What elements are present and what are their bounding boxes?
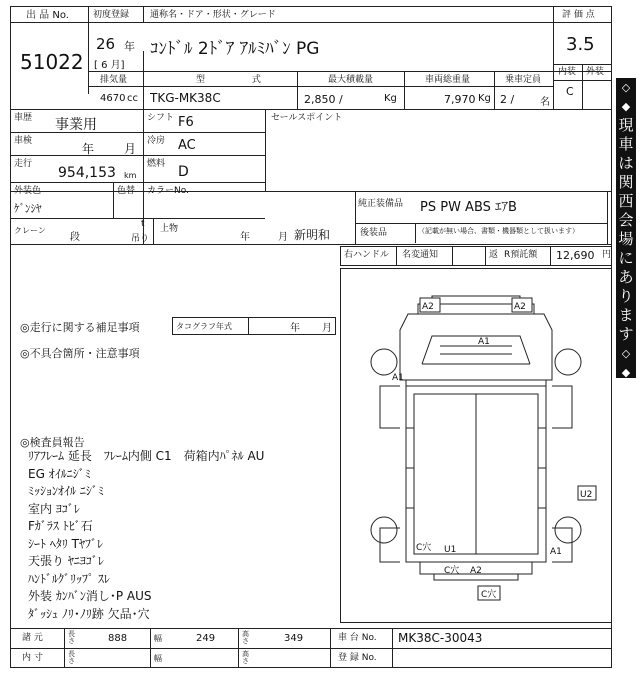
notice-char: ◆ xyxy=(621,366,631,379)
interior-height-label: 高さ xyxy=(242,650,249,665)
notice-char: あ xyxy=(618,268,634,286)
tacho-year: 年 xyxy=(290,323,300,334)
notice-char: 会 xyxy=(618,211,634,229)
height-label: 高さ xyxy=(242,630,249,645)
divider xyxy=(10,191,612,192)
divider xyxy=(415,223,416,243)
location-notice xyxy=(616,78,636,378)
crane-label: クレーン xyxy=(14,226,46,235)
divider xyxy=(404,71,405,109)
inspector-line: ﾊﾝﾄﾞﾙｸﾞﾘｯﾌﾟ ｽﾚ xyxy=(28,571,110,586)
lot-number-label: 出 品 No. xyxy=(26,10,69,21)
width-value: 249 xyxy=(196,633,216,644)
return-label: 返 xyxy=(489,250,499,260)
body-maker: 新明和 xyxy=(294,228,331,242)
inspection-month-unit: 月 xyxy=(124,142,137,156)
inspector-line: Fｶﾞﾗｽ ﾄﾋﾞ石 xyxy=(28,519,93,533)
name-grade-label: 通称名・ドア・形状・グレード xyxy=(150,10,276,20)
rhd-label: 右ハンドル xyxy=(344,250,390,260)
remain-value: 12,690 xyxy=(556,249,595,262)
crane-stage: 段 xyxy=(70,232,80,243)
gross-weight: 7,970 xyxy=(444,93,476,106)
divider xyxy=(10,182,265,183)
color-code-label: カラーNo. xyxy=(147,186,189,196)
diagram-mark: U2 xyxy=(580,490,593,500)
model-name: ｺﾝﾄﾞﾙ 2ﾄﾞｱ ｱﾙﾐﾊﾞﾝ PG xyxy=(150,39,320,59)
truck-diagram xyxy=(340,268,612,623)
divider xyxy=(64,628,65,668)
score-value: 3.5 xyxy=(566,34,595,55)
registration-month: [ 6 月] xyxy=(94,60,125,71)
diagram-mark: A2 xyxy=(470,566,482,576)
interior-dims-label: 内 寸 xyxy=(22,653,43,663)
shift-label: シフト xyxy=(147,113,175,123)
divider xyxy=(10,155,265,156)
divider xyxy=(265,109,266,191)
divider xyxy=(550,246,551,266)
length-label: 長さ xyxy=(68,630,75,645)
tacho-label: タコグラフ年式 xyxy=(176,322,232,331)
diagram-mark: A2 xyxy=(514,302,526,312)
fuel-value: D xyxy=(178,164,189,180)
sales-point-label: セールスポイント xyxy=(271,113,343,123)
name-change-label: 名変通知 xyxy=(402,250,439,260)
cooler-value: AC xyxy=(178,138,196,153)
diagram-mark: A1 xyxy=(478,337,490,347)
history-value: 事業用 xyxy=(55,117,97,133)
diagram-mark: C穴 xyxy=(444,566,460,576)
notice-char: 場 xyxy=(618,230,634,248)
divider xyxy=(10,132,265,133)
exterior-grade-label: 外装 xyxy=(586,67,605,77)
length-value: 888 xyxy=(108,633,128,644)
divider xyxy=(607,191,608,244)
diagram-mark: A1 xyxy=(392,373,404,383)
gross-weight-label: 車両総重量 xyxy=(425,75,471,85)
notice-char: に xyxy=(618,249,634,267)
capacity-label: 乗車定員 xyxy=(505,75,542,85)
body-year: 年 xyxy=(240,232,250,243)
dims-label: 諸 元 xyxy=(22,633,43,643)
notice-char: 西 xyxy=(618,192,634,210)
lot-number: 51022 xyxy=(20,50,84,74)
divider xyxy=(150,628,151,668)
cooler-label: 冷房 xyxy=(147,136,166,146)
inspector-line: ﾀﾞｯｼｭ ﾉﾘ･ﾉﾘ跡 欠品･穴 xyxy=(28,606,150,621)
chassis-value: MK38C-30043 xyxy=(398,631,483,645)
capacity-unit: 名 xyxy=(540,97,550,108)
notice-char: 車 xyxy=(618,135,634,153)
inspection-year-unit: 年 xyxy=(82,142,95,156)
divider xyxy=(355,223,607,224)
remain-unit: 円 xyxy=(602,250,612,260)
divider xyxy=(153,218,154,244)
inspector-line: ﾐｯｼｮﾝｵｲﾙ ﾆｼﾞﾐ xyxy=(28,484,104,498)
interior-grade: C xyxy=(566,85,574,98)
chassis-label: 車 台 No. xyxy=(338,633,377,643)
divider xyxy=(330,628,331,668)
tacho-month: 月 xyxy=(322,323,332,334)
inspection-label: 車検 xyxy=(14,136,33,146)
defects-label: ◎不具合箇所・注意事項 xyxy=(20,347,140,360)
divider xyxy=(485,246,486,266)
equipment-value: PS PW ABS ｴｱB xyxy=(420,200,517,215)
model-code-label: 型 式 xyxy=(196,75,283,85)
interior-width-label: 幅 xyxy=(154,654,162,663)
divider xyxy=(582,64,583,109)
body-month: 月 xyxy=(278,232,288,243)
color-change-label: 色替 xyxy=(117,186,136,196)
gross-weight-unit: Kg xyxy=(478,93,491,104)
divider xyxy=(143,51,144,71)
remain-label: R預託額 xyxy=(504,250,538,260)
first-registration-label: 初度登録 xyxy=(93,10,130,20)
divider xyxy=(10,109,612,110)
notice-char: 現 xyxy=(618,116,634,134)
diagram-mark: A2 xyxy=(422,302,434,312)
inspector-line: 室内 ﾖｺﾞﾚ xyxy=(28,501,80,516)
mileage-label: 走行 xyxy=(14,159,33,169)
notice-char: は xyxy=(618,154,634,172)
inspector-line: ｼｰﾄ ﾍﾀﾘ Tﾔﾌﾞﾚ xyxy=(28,536,103,551)
divider xyxy=(392,628,393,668)
divider xyxy=(88,6,89,94)
max-load-label: 最大積載量 xyxy=(328,75,374,85)
equipment-label: 純正装備品 xyxy=(358,199,404,209)
notice-char: り xyxy=(618,287,634,305)
divider xyxy=(10,628,612,629)
diagram-mark: C穴 xyxy=(416,543,432,553)
notice-char: ま xyxy=(618,306,634,324)
body-label: 上物 xyxy=(160,224,179,234)
notice-char: ◇ xyxy=(621,81,631,94)
history-label: 車歴 xyxy=(14,113,33,123)
divider xyxy=(88,71,612,72)
divider xyxy=(10,648,612,649)
registration-year-unit: 年 xyxy=(124,40,135,53)
displacement: 4670 xyxy=(100,93,126,104)
divider xyxy=(10,244,612,245)
notice-char: ◆ xyxy=(621,100,631,113)
aftermarket-label: 後装品 xyxy=(360,228,388,238)
height-value: 349 xyxy=(284,633,304,644)
exterior-color-label: 外装色 xyxy=(14,186,42,196)
max-load-unit: Kg xyxy=(384,93,397,104)
inspector-label: ◎検査員報告 xyxy=(20,436,85,449)
divider xyxy=(396,246,397,266)
divider xyxy=(355,191,356,244)
shift-value: F6 xyxy=(178,115,194,130)
divider xyxy=(248,317,249,335)
interior-grade-label: 内装 xyxy=(558,67,577,77)
diagram-mark: U1 xyxy=(444,545,457,555)
notice-char: 関 xyxy=(618,173,634,191)
inspector-line: ﾘｱﾌﾚｰﾑ 延長 ﾌﾚｰﾑ内側 C1 荷箱内ﾊﾟﾈﾙ AU xyxy=(28,449,265,463)
divider xyxy=(113,182,114,218)
diagram-mark: A1 xyxy=(550,547,562,557)
width-label: 幅 xyxy=(154,634,162,643)
divider xyxy=(143,6,144,22)
notice-char: ◇ xyxy=(621,347,631,360)
crane-lift: 吊り xyxy=(131,234,150,244)
diagram-mark: C穴 xyxy=(481,590,497,600)
model-code: TKG-MK38C xyxy=(150,91,221,105)
score-label: 評 価 点 xyxy=(562,10,595,20)
mileage-value: 954,153 xyxy=(58,165,116,181)
fuel-label: 燃料 xyxy=(147,159,166,169)
capacity: 2 / xyxy=(500,93,515,106)
inspector-line: EG ｵｲﾙﾆｼﾞﾐ xyxy=(28,466,91,481)
max-load: 2,850 / xyxy=(304,93,343,106)
divider xyxy=(452,246,453,266)
exterior-color: ｹﾞﾝｼﾔ xyxy=(14,202,42,215)
registration-no-label: 登 録 No. xyxy=(338,653,377,663)
interior-length-label: 長さ xyxy=(68,650,75,665)
inspector-lines xyxy=(28,448,338,623)
displacement-unit: cc xyxy=(127,93,138,104)
mileage-unit: km xyxy=(124,171,137,180)
divider xyxy=(143,71,144,109)
aftermarket-note: （記載が無い場合、書類・機器類として扱います） xyxy=(418,227,579,235)
divider xyxy=(494,71,495,109)
inspector-line: 天張り ﾔﾆﾖｺﾞﾚ xyxy=(28,554,104,568)
inspector-line: 外装 ｶﾝﾊﾞﾝ消し･P AUS xyxy=(28,589,152,603)
registration-year: 26 xyxy=(96,35,116,53)
divider xyxy=(297,71,298,109)
divider xyxy=(10,218,265,219)
crane-ton: t xyxy=(141,219,145,229)
notice-char: す xyxy=(618,325,634,343)
divider xyxy=(88,86,553,87)
divider xyxy=(238,628,239,668)
driving-note-label: ◎走行に関する補足事項 xyxy=(20,321,140,334)
displacement-label: 排気量 xyxy=(100,75,128,85)
divider xyxy=(10,22,612,23)
